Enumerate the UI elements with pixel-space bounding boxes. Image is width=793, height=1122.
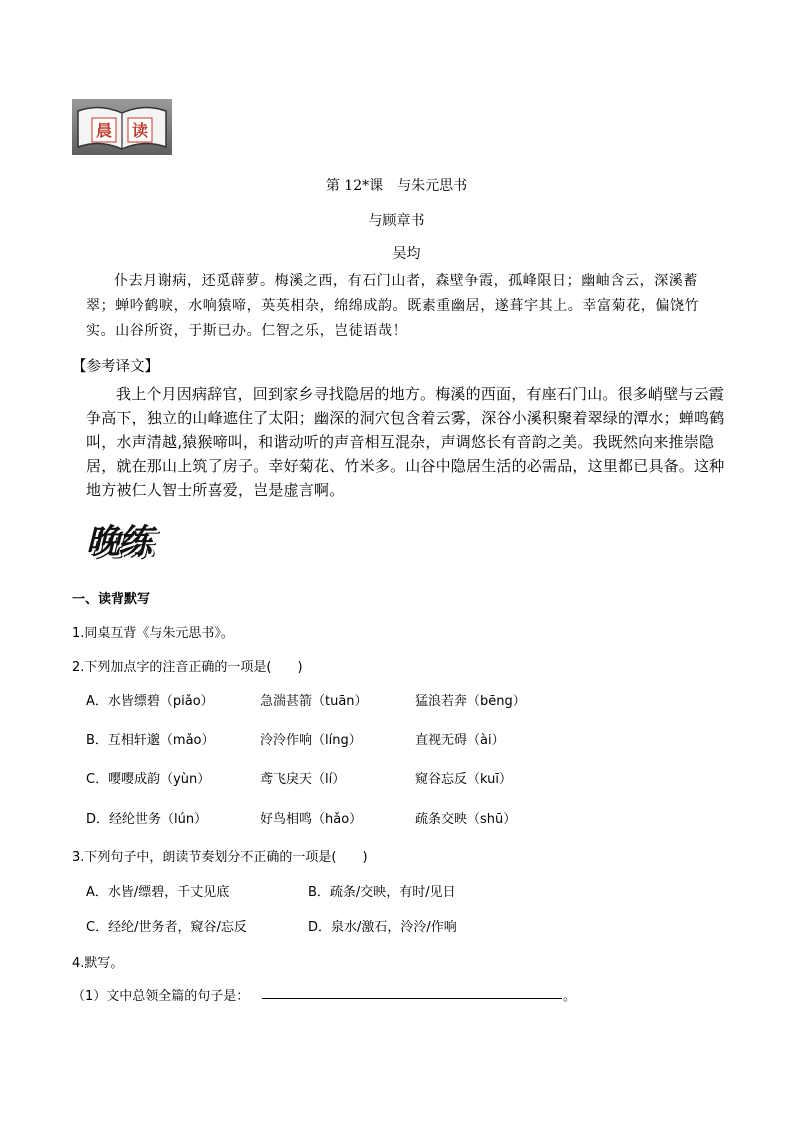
answer-blank[interactable] (262, 997, 562, 999)
question-4-1: （1）文中总领全篇的句子是： (72, 989, 250, 1004)
question-2-stem: 2.下列加点字的注音正确的一项是( ) (72, 660, 303, 675)
q3-option-c: C．经纶/世务者，窥谷/忘反 (86, 920, 247, 935)
q2-option-d-2: 好鸟相鸣（hǎo） (260, 812, 363, 827)
q2-option-b-2: 泠泠作响（líng） (260, 733, 362, 748)
section-heading: 一、读背默写 (72, 592, 151, 607)
logo-char-2: 读 (131, 121, 148, 140)
translation-heading: 【参考译文】 (72, 359, 159, 375)
logo-text: 晚练 (86, 522, 150, 562)
q2-option-b-1: B．互相轩邈（mǎo） (86, 733, 215, 748)
open-book-icon (72, 99, 172, 155)
q2-option-c-1: C．嘤嘤成韵（yùn） (86, 772, 211, 787)
question-4: 4.默写。 (72, 956, 124, 971)
translation-text: 我上个月因病辞官，回到家乡寻找隐居的地方。梅溪的西面，有座石门山。很多峭壁与云霞争高下，独立的山峰遮住了太阳；幽深的洞穴包含着云雾，深谷小溪积聚着翠绿的潭水；蝉鸣鹤叫，水声清越,猿猴啼叫，和谐动听的声音相互混杂，声调悠长有音韵之美。我既然向来推崇隐居，就在那山上筑了房子。幸好菊花、竹米多。山谷中隐居生活的必需品，这里都已具备。这种地方被仁人智士所喜爱，岂是虚言啊。 (86, 385, 725, 499)
original-text: 仆去月谢病，还觅薜萝。梅溪之西，有石门山者，森壁争霞，孤峰限日；幽岫含云，深溪蓄翠；蝉吟鹤唳，水响猿啼，英英相杂，绵绵成韵。既素重幽居，遂葺宇其上。幸富菊花，偏饶竹实。山谷所资，于斯已办。仁智之乐，岂徒语哉！ (86, 273, 700, 339)
q2-option-d-3: 疏条交映（shū） (415, 812, 517, 827)
question-1: 1.同桌互背《与朱元思书》。 (72, 626, 234, 641)
question-3-stem: 3.下列句子中，朗读节奏划分不正确的一项是( ) (72, 850, 368, 865)
lesson-title: 第 12*课 与朱元思书 (325, 178, 468, 194)
logo-char-1: 晨 (95, 121, 112, 140)
author: 吴均 (392, 246, 421, 262)
q2-option-a-1: A．水皆缥碧（piǎo） (86, 694, 214, 709)
q2-option-c-2: 鸢飞戾天（lí） (260, 772, 346, 787)
question-4-1-end: 。 (563, 989, 577, 1004)
q2-option-a-3: 猛浪若奔（bēng） (415, 694, 526, 709)
q2-option-d-1: D．经纶世务（lún） (86, 812, 208, 827)
morning-reading-logo (72, 99, 172, 155)
evening-practice-logo (78, 512, 182, 564)
q3-option-d: D．泉水/激石，泠泠/作响 (308, 920, 457, 935)
q2-option-b-3: 直视无碍（ài） (415, 733, 505, 748)
q2-option-a-2: 急湍甚箭（tuān） (260, 694, 368, 709)
q3-option-a: A．水皆/缥碧，千丈见底 (86, 885, 230, 900)
q2-option-c-3: 窥谷忘反（kuī） (415, 772, 512, 787)
article-title: 与顾章书 (368, 213, 425, 229)
q3-option-b: B．疏条/交映，有时/见日 (308, 885, 456, 900)
